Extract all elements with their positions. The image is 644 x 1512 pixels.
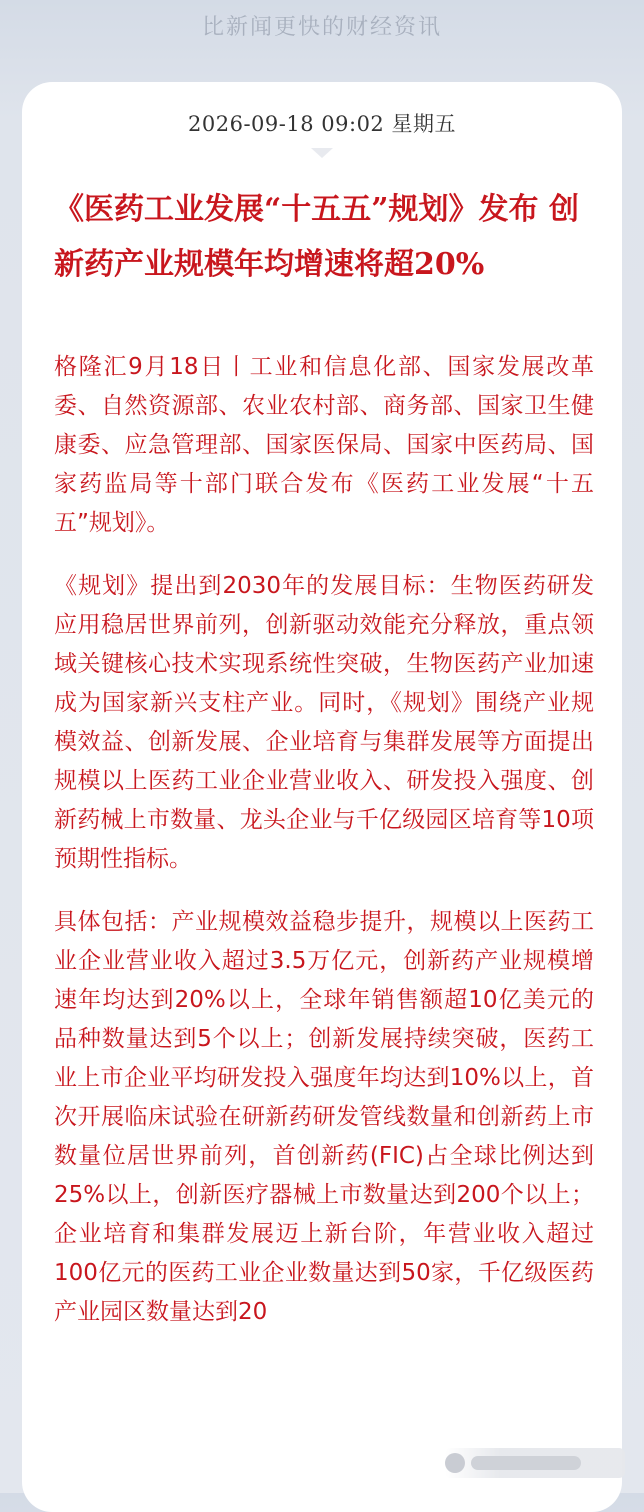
- date-notch-decoration: [311, 148, 333, 158]
- article-body: [54, 348, 594, 1356]
- article-card: [22, 82, 622, 1512]
- article-paragraph: 《规划》提出到2030年的发展目标：生物医药研发应用稳居世界前列，创新驱动效能充分释放，重点领域关键核心技术实现系统性突破，生物医药产业加速成为国家新兴支柱产业。同时，《规划》围绕产业规模效益、创新发展、企业培育与集群发展等方面提出规模以上医药工业企业营业收入、研发投入强度、创新药械上市数量、龙头企业与千亿级园区培育等10项预期性指标。: [54, 573, 594, 872]
- publish-datetime: 2026-09-18 09:02 星期五: [188, 112, 456, 136]
- article-paragraph: 格隆汇9月18日丨工业和信息化部、国家发展改革委、自然资源部、农业农村部、商务部、国家卫生健康委、应急管理部、国家医保局、国家中医药局、国家药监局等十部门联合发布《医药工业发展“十五五”规划》。: [54, 354, 594, 536]
- watermark-bar: [471, 1456, 581, 1470]
- article-paragraph: 具体包括：产业规模效益稳步提升，规模以上医药工业企业营业收入超过3.5万亿元，创新药产业规模增速年均达到20%以上，全球年销售额超10亿美元的品种数量达到5个以上；创新发展持续突破，医药工业上市企业平均研发投入强度年均达到10%以上，首次开展临床试验在研新药研发管线数量和创新药上市数量位居世界前列，首创新药(FIC)占全球比例达到25%以上，创新医疗器械上市数量达到200个以上；企业培育和集群发展迈上新台阶，年营业收入超过100亿元的医药工业企业数量达到50家，千亿级医药产业园区数量达到20: [54, 909, 594, 1325]
- date-header: [22, 82, 622, 162]
- article-title: 《医药工业发展“十五五”规划》发布 创新药产业规模年均增速将超20%: [54, 192, 579, 282]
- watermark-overlay: [445, 1448, 625, 1478]
- tagline: 比新闻更快的财经资讯: [201, 14, 442, 40]
- top-banner: [0, 0, 644, 50]
- watermark-logo-icon: [445, 1453, 465, 1473]
